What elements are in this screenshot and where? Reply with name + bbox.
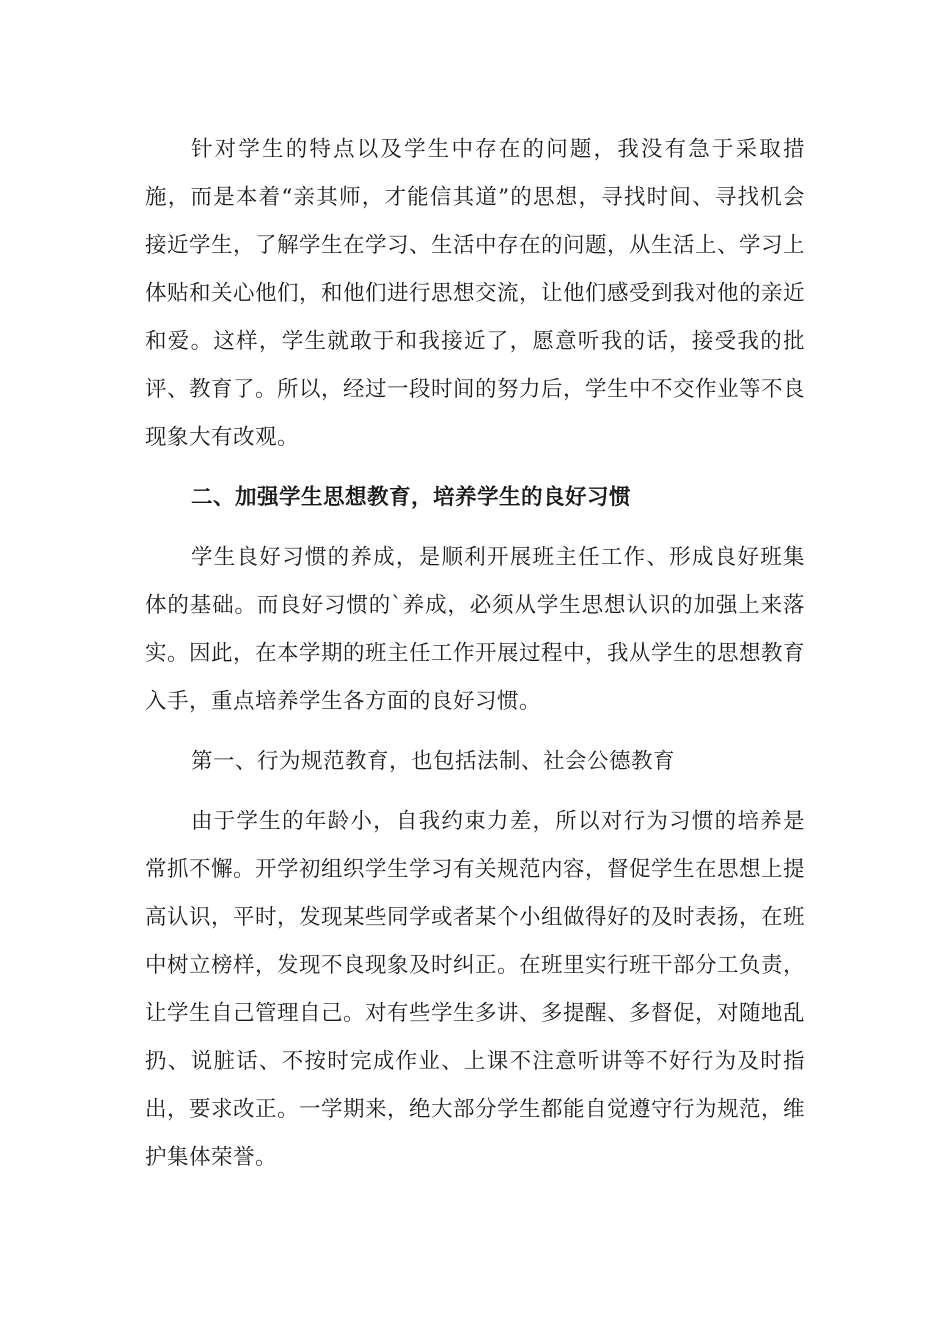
paragraph-good-habits: 学生良好习惯的养成，是顺利开展班主任工作、形成良好班集体的基础。而良好习惯的`养成，必须从学生思想认识的加强上来落实。因此，在本学期的班主任工作开展过程中，我从学生的思想教育入手，重点培养学生各方面的良好习惯。 (145, 545, 806, 714)
section-heading-ideological-education: 二、加强学生思想教育，培养学生的良好习惯 (191, 485, 632, 510)
paragraph-behavior-training: 由于学生的年龄小，自我约束力差，所以对行为习惯的培养是常抓不懈。开学初组织学生学习有关规范内容，督促学生在思想上提高认识，平时，发现某些同学或者某个小组做得好的及时表扬，在班中树立榜样，发现不良现象及时纠正。在班里实行班干部分工负责，让学生自己管理自己。对有些学生多讲、多提醒、多督促，对随地乱扔、说脏话、不按时完成作业、上课不注意听讲等不好行为及时指出，要求改正。一学期来，绝大部分学生都能自觉遵守行为规范，维护集体荣誉。 (145, 809, 806, 1170)
paragraph-approach-students: 针对学生的特点以及学生中存在的问题，我没有急于采取措施，而是本着“亲其师，才能信其道”的思想，寻找时间、寻找机会接近学生，了解学生在学习、生活中存在的问题，从生活上、学习上体贴和关心他们，和他们进行思想交流，让他们感受到我对他的亲近和爱。这样，学生就敢于和我接近了，愿意听我的话，接受我的批评、教育了。所以，经过一段时间的努力后，学生中不交作业等不良现象大有改观。 (145, 137, 806, 450)
document-body (145, 126, 805, 1182)
sub-heading-behavior-norms: 第一、行为规范教育，也包括法制、社会公德教育 (191, 749, 676, 774)
